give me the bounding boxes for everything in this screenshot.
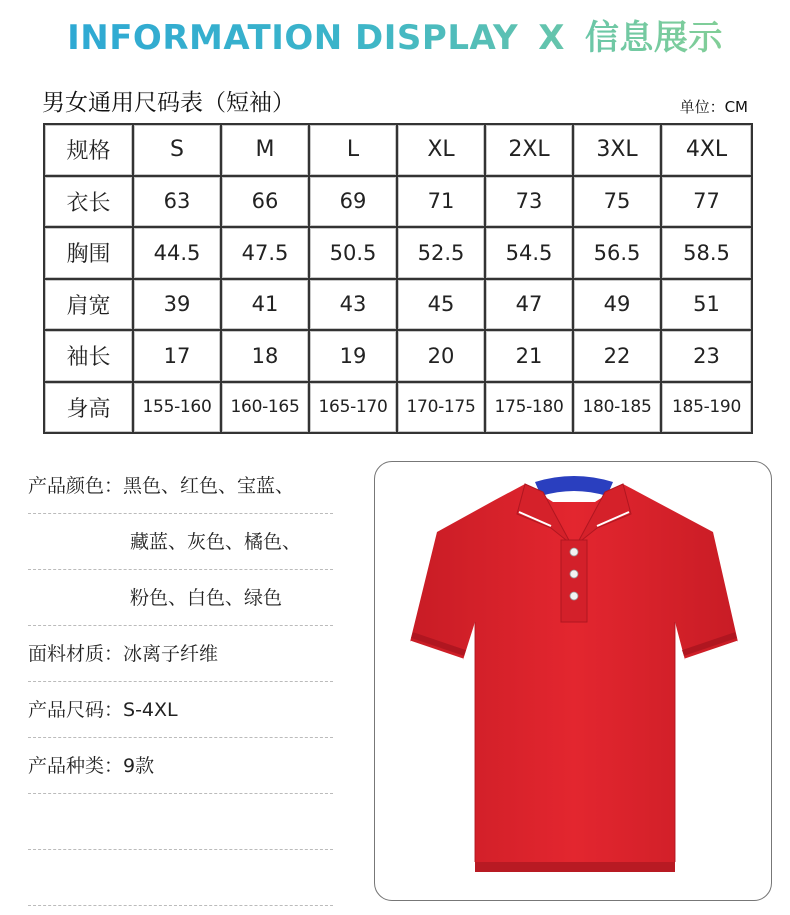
- row-label: 身高: [44, 382, 133, 434]
- table-cell: 41: [221, 279, 309, 331]
- banner-title: [0, 10, 790, 58]
- product-photo: [374, 461, 772, 901]
- info-material-value: 冰离子纤维: [123, 643, 219, 665]
- table-cell: 52.5: [397, 227, 485, 279]
- table-cell: 49: [573, 279, 661, 331]
- table-row: [44, 176, 752, 228]
- header-cell: 规格: [44, 124, 133, 176]
- shirt-hem: [475, 862, 675, 872]
- table-cell: 21: [485, 330, 573, 382]
- table-cell: 47.5: [221, 227, 309, 279]
- info-empty-row: [28, 794, 333, 850]
- size-table: [43, 123, 753, 434]
- table-cell: 45: [397, 279, 485, 331]
- row-label: 肩宽: [44, 279, 133, 331]
- info-colors-row-3: [28, 570, 333, 626]
- info-size-value: S-4XL: [123, 699, 178, 721]
- table-cell: 17: [133, 330, 221, 382]
- button-icon: [570, 570, 578, 578]
- button-icon: [570, 548, 578, 556]
- size-table-unit: 单位：CM: [679, 98, 748, 116]
- header-cell: M: [221, 124, 309, 176]
- table-cell: 185-190: [661, 382, 752, 434]
- header-cell: XL: [397, 124, 485, 176]
- row-label: 胸围: [44, 227, 133, 279]
- info-colors-line2: 藏蓝、灰色、橘色、: [130, 531, 302, 553]
- table-cell: 56.5: [573, 227, 661, 279]
- table-cell: 39: [133, 279, 221, 331]
- header-cell: 4XL: [661, 124, 752, 176]
- table-row: [44, 330, 752, 382]
- table-row: [44, 382, 752, 434]
- table-cell: 165-170: [309, 382, 397, 434]
- table-cell: 175-180: [485, 382, 573, 434]
- info-empty-row-2: [28, 850, 333, 906]
- table-cell: 44.5: [133, 227, 221, 279]
- table-cell: 77: [661, 176, 752, 228]
- header-cell: 2XL: [485, 124, 573, 176]
- inner-collar-band: [535, 476, 613, 496]
- table-cell: 180-185: [573, 382, 661, 434]
- table-cell: 66: [221, 176, 309, 228]
- table-row: [44, 227, 752, 279]
- row-label: 袖长: [44, 330, 133, 382]
- size-table-header-row: [44, 124, 752, 176]
- table-cell: 19: [309, 330, 397, 382]
- header-cell: L: [309, 124, 397, 176]
- table-cell: 69: [309, 176, 397, 228]
- info-kinds-row: [28, 738, 333, 794]
- header-cell: S: [133, 124, 221, 176]
- info-colors-line1: 黑色、红色、宝蓝、: [123, 475, 295, 497]
- banner-title-en: INFORMATION DISPLAY: [67, 18, 519, 58]
- banner-separator: X: [538, 18, 565, 58]
- table-cell: 43: [309, 279, 397, 331]
- table-cell: 20: [397, 330, 485, 382]
- table-cell: 58.5: [661, 227, 752, 279]
- table-cell: 71: [397, 176, 485, 228]
- table-cell: 170-175: [397, 382, 485, 434]
- table-cell: 54.5: [485, 227, 573, 279]
- table-cell: 18: [221, 330, 309, 382]
- info-colors-line3: 粉色、白色、绿色: [130, 587, 283, 609]
- size-table-title: 男女通用尺码表（短袖）: [42, 90, 295, 116]
- header-cell: 3XL: [573, 124, 661, 176]
- table-cell: 47: [485, 279, 573, 331]
- table-cell: 75: [573, 176, 661, 228]
- table-cell: 23: [661, 330, 752, 382]
- info-colors-row: [28, 458, 333, 514]
- banner-title-cn: 信息展示: [584, 18, 723, 58]
- info-size-label: 产品尺码：: [28, 699, 124, 721]
- info-colors-row-2: [28, 514, 333, 570]
- table-cell: 155-160: [133, 382, 221, 434]
- button-icon: [570, 592, 578, 600]
- info-material-label: 面料材质：: [28, 643, 124, 665]
- info-material-row: [28, 626, 333, 682]
- info-kinds-value: 9款: [123, 755, 155, 777]
- red-polo-shirt-icon: [375, 462, 772, 901]
- info-colors-label: 产品颜色：: [28, 475, 124, 497]
- table-cell: 51: [661, 279, 752, 331]
- info-kinds-label: 产品种类：: [28, 755, 124, 777]
- table-row: [44, 279, 752, 331]
- table-cell: 73: [485, 176, 573, 228]
- table-cell: 50.5: [309, 227, 397, 279]
- info-size-row: [28, 682, 333, 738]
- table-cell: 160-165: [221, 382, 309, 434]
- table-cell: 22: [573, 330, 661, 382]
- table-cell: 63: [133, 176, 221, 228]
- row-label: 衣长: [44, 176, 133, 228]
